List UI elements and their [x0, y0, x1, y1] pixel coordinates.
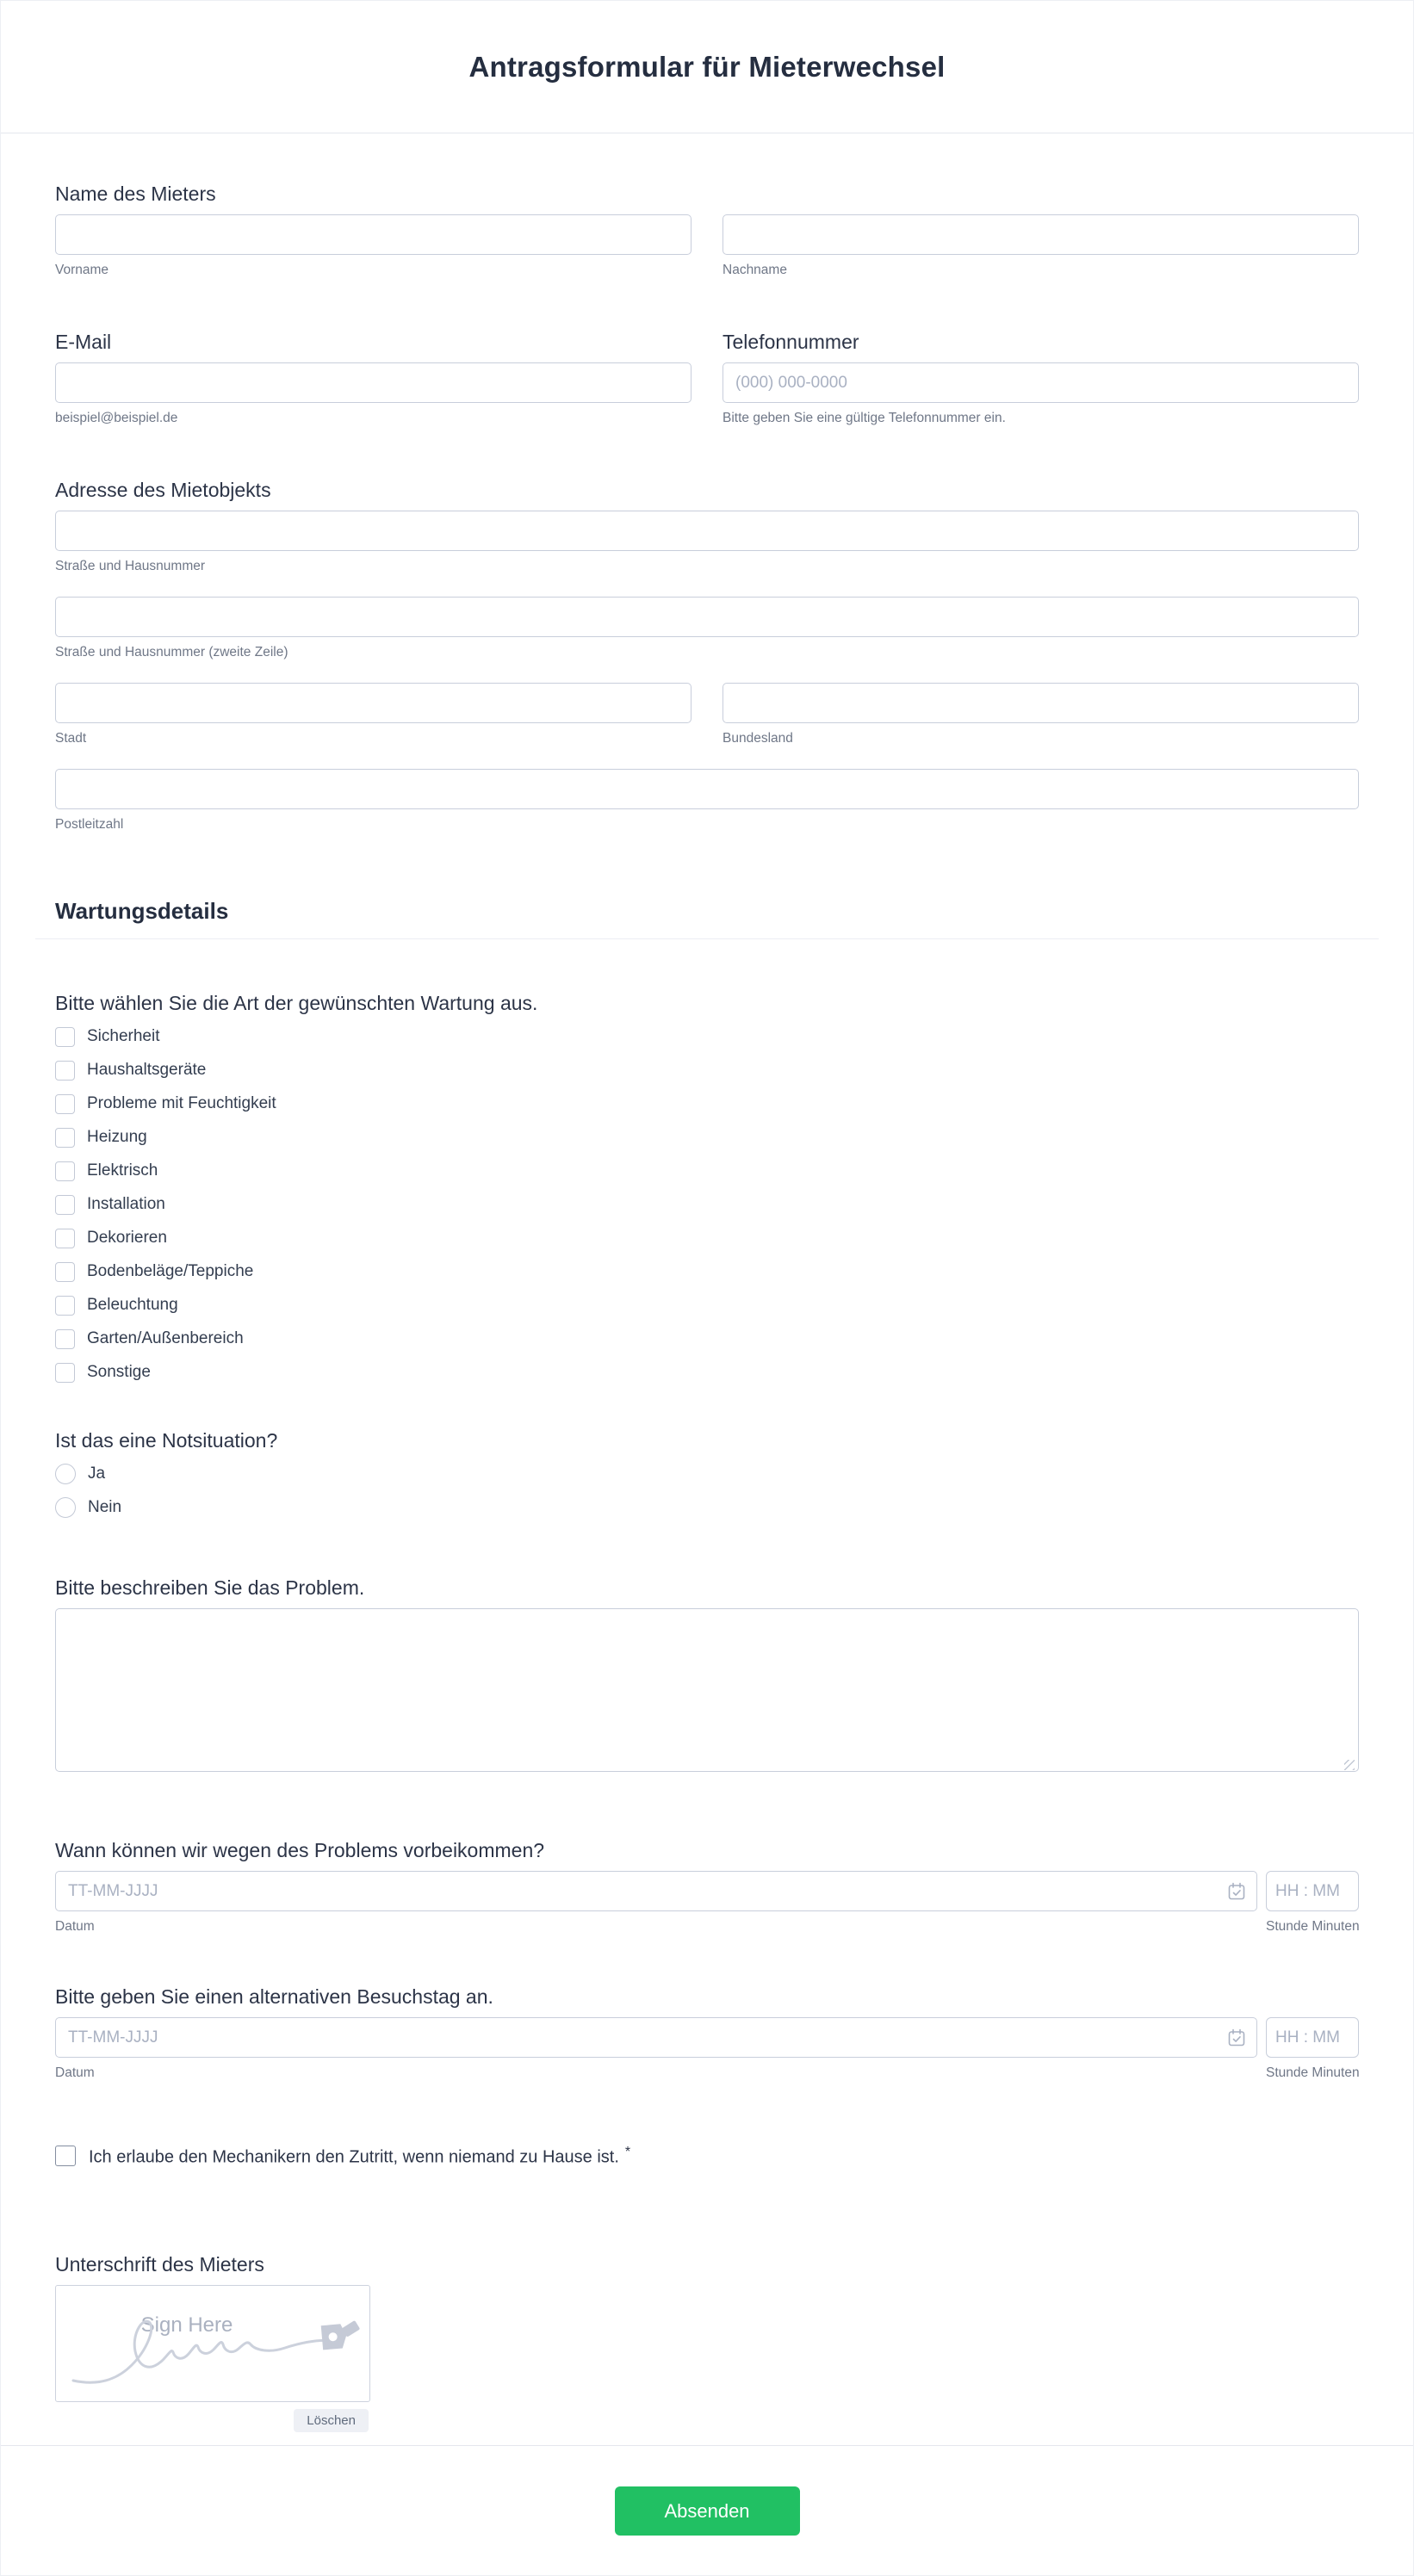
checkbox-option-elektrisch[interactable]: [55, 1158, 1359, 1184]
checkbox-option-beleuchtung[interactable]: [55, 1292, 1359, 1318]
alt-visit-time-input[interactable]: [1266, 2017, 1359, 2058]
option-label: Elektrisch: [87, 1161, 158, 1180]
alt-visit-date-input[interactable]: [55, 2017, 1257, 2058]
section-maintenance-details: [55, 898, 1359, 939]
phone-label: Telefonnummer: [723, 331, 859, 353]
checkbox-icon[interactable]: [55, 1027, 75, 1047]
checkbox-option-bodenbelaege[interactable]: [55, 1259, 1359, 1285]
question-signature: [55, 2252, 1359, 2432]
visit-date-input[interactable]: [55, 1871, 1257, 1911]
sign-here-text: Sign Here: [140, 2313, 233, 2337]
question-contact: [55, 330, 1359, 426]
form-header: [1, 1, 1413, 133]
state-input[interactable]: [723, 683, 1359, 723]
form-footer: [1, 2445, 1413, 2575]
checkbox-option-heizung[interactable]: [55, 1124, 1359, 1150]
phone-sublabel: Bitte geben Sie eine gültige Telefonnummer ein.: [723, 411, 1006, 425]
option-label: Sicherheit: [87, 1027, 160, 1045]
section-divider: [35, 938, 1379, 939]
email-sublabel: beispiel@beispiel.de: [55, 411, 178, 425]
question-alt-visit-datetime: [55, 1985, 1359, 2081]
page-title: Antragsformular für Mieterwechsel: [468, 50, 946, 83]
zip-sublabel: Postleitzahl: [55, 817, 124, 832]
problem-label: Bitte beschreiben Sie das Problem.: [55, 1576, 365, 1599]
checkbox-icon[interactable]: [55, 1061, 75, 1081]
email-input[interactable]: [55, 362, 691, 403]
checkbox-icon[interactable]: [55, 1195, 75, 1215]
option-label: Dekorieren: [87, 1229, 167, 1247]
checkbox-icon[interactable]: [55, 1128, 75, 1148]
form-body: [1, 133, 1413, 2432]
radio-option-ja[interactable]: [55, 1461, 1359, 1487]
signature-squiggle: [56, 2286, 369, 2401]
option-label: Sonstige: [87, 1363, 151, 1381]
checkbox-icon[interactable]: [55, 1329, 75, 1349]
address-label: Adresse des Mietobjekts: [55, 479, 271, 501]
street2-sublabel: Straße und Hausnummer (zweite Zeile): [55, 645, 288, 659]
state-sublabel: Bundesland: [723, 731, 793, 746]
question-visit-datetime: [55, 1838, 1359, 1935]
checkbox-option-garten[interactable]: [55, 1326, 1359, 1352]
option-label: Probleme mit Feuchtigkeit: [87, 1094, 276, 1112]
emergency-label: Ist das eine Notsituation?: [55, 1429, 278, 1452]
checkbox-icon[interactable]: [55, 1296, 75, 1316]
email-label: E-Mail: [55, 331, 112, 353]
checkbox-icon[interactable]: [55, 1262, 75, 1282]
checkbox-option-sonstige[interactable]: [55, 1359, 1359, 1385]
question-tenant-name: [55, 182, 1359, 278]
last-name-input[interactable]: [723, 214, 1359, 255]
question-problem: [55, 1576, 1359, 1776]
option-label: Bodenbeläge/Teppiche: [87, 1262, 254, 1280]
checkbox-option-installation[interactable]: [55, 1192, 1359, 1217]
submit-button[interactable]: Absenden: [615, 2486, 800, 2536]
signature-label: Unterschrift des Mieters: [55, 2252, 264, 2276]
option-label: Garten/Außenbereich: [87, 1329, 244, 1347]
checkbox-option-dekorieren[interactable]: [55, 1225, 1359, 1251]
visit-time-input[interactable]: [1266, 1871, 1359, 1911]
maintenance-type-label: Bitte wählen Sie die Art der gewünschten Wartung aus.: [55, 992, 538, 1014]
option-label: Ja: [88, 1464, 106, 1483]
permission-checkbox[interactable]: [55, 2146, 76, 2166]
phone-input[interactable]: [723, 362, 1359, 403]
option-label: Haushaltsgeräte: [87, 1061, 207, 1079]
question-access-permission[interactable]: [55, 2145, 1359, 2168]
zip-input[interactable]: [55, 769, 1359, 809]
city-sublabel: Stadt: [55, 731, 87, 746]
checkbox-icon[interactable]: [55, 1094, 75, 1114]
option-label: Installation: [87, 1195, 165, 1213]
street-input[interactable]: [55, 511, 1359, 551]
pen-nib-icon: [310, 2306, 363, 2359]
option-label: Heizung: [87, 1128, 147, 1146]
radio-icon[interactable]: [55, 1464, 76, 1484]
permission-label: [89, 2145, 630, 2168]
calendar-icon[interactable]: [1226, 1881, 1247, 1902]
checkbox-option-feuchtigkeit[interactable]: [55, 1091, 1359, 1117]
calendar-icon[interactable]: [1226, 2028, 1247, 2048]
first-name-input[interactable]: [55, 214, 691, 255]
required-asterisk: *: [624, 2145, 631, 2159]
street2-input[interactable]: [55, 597, 1359, 637]
checkbox-option-haushaltsgeraete[interactable]: [55, 1057, 1359, 1083]
question-maintenance-type: [55, 991, 1359, 1385]
radio-option-nein[interactable]: [55, 1495, 1359, 1520]
last-name-sublabel: Nachname: [723, 263, 787, 277]
visit-time-sublabel: Stunde Minuten: [1266, 1919, 1360, 1934]
visit-date-sublabel: Datum: [55, 1919, 95, 1934]
first-name-sublabel: Vorname: [55, 263, 109, 277]
question-address: [55, 478, 1359, 833]
option-label: Nein: [88, 1498, 122, 1516]
option-label: Beleuchtung: [87, 1296, 178, 1314]
problem-textarea[interactable]: [55, 1608, 1359, 1772]
tenant-name-label: Name des Mieters: [55, 183, 216, 205]
checkbox-icon[interactable]: [55, 1363, 75, 1383]
checkbox-icon[interactable]: [55, 1229, 75, 1248]
signature-clear-button[interactable]: Löschen: [294, 2409, 369, 2432]
alt-visit-label: Bitte geben Sie einen alternativen Besuchstag an.: [55, 1985, 493, 2008]
radio-icon[interactable]: [55, 1497, 76, 1518]
section-title: Wartungsdetails: [55, 898, 229, 924]
checkbox-option-sicherheit[interactable]: [55, 1024, 1359, 1050]
city-input[interactable]: [55, 683, 691, 723]
signature-pad[interactable]: [55, 2285, 370, 2402]
permission-label-text: Ich erlaube den Mechanikern den Zutritt, wenn niemand zu Hause ist.: [89, 2147, 619, 2167]
alt-visit-time-sublabel: Stunde Minuten: [1266, 2065, 1360, 2080]
alt-visit-date-sublabel: Datum: [55, 2065, 95, 2080]
emergency-options: [55, 1461, 1359, 1520]
maintenance-options: [55, 1024, 1359, 1385]
question-emergency: [55, 1428, 1359, 1520]
checkbox-icon[interactable]: [55, 1161, 75, 1181]
visit-label: Wann können wir wegen des Problems vorbeikommen?: [55, 1839, 545, 1861]
street-sublabel: Straße und Hausnummer: [55, 559, 206, 573]
